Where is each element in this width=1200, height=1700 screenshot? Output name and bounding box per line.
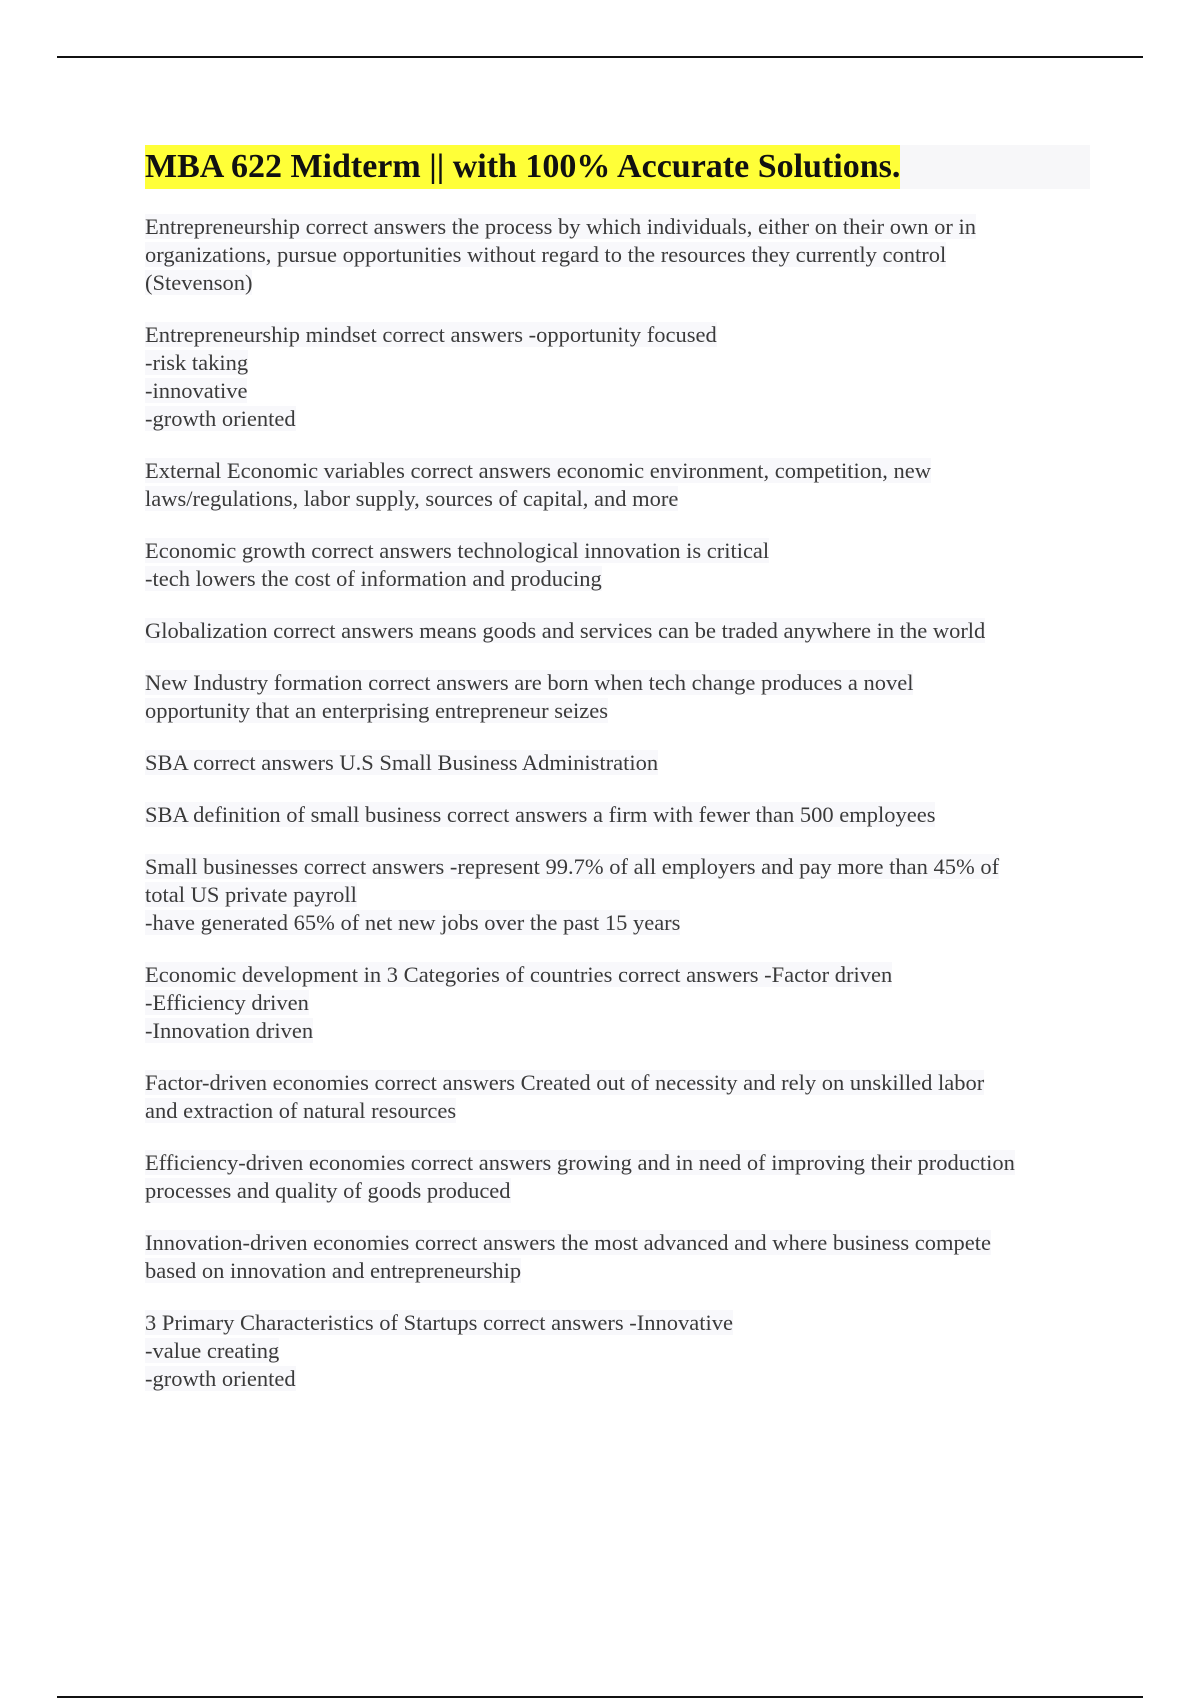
flashcard-entry <box>145 853 1090 937</box>
entry-line <box>145 241 1090 269</box>
flashcard-entry <box>145 537 1090 593</box>
flashcard-entry <box>145 749 1090 777</box>
entry-line <box>145 669 1090 697</box>
entry-line-text: SBA correct answers U.S Small Business Administration <box>145 750 659 775</box>
entry-line-text: -risk taking <box>145 350 249 375</box>
flashcard-entry <box>145 961 1090 1045</box>
entry-line <box>145 485 1090 513</box>
flashcard-list <box>145 213 1090 1393</box>
entry-line <box>145 269 1090 297</box>
entry-line-text: Economic growth correct answers technological innovation is critical <box>145 538 770 563</box>
entry-line-text: based on innovation and entrepreneurship <box>145 1258 522 1283</box>
entry-line-text: (Stevenson) <box>145 270 253 295</box>
title-block <box>145 145 1090 189</box>
flashcard-entry <box>145 457 1090 513</box>
entry-line-text: -growth oriented <box>145 406 296 431</box>
flashcard-entry <box>145 1309 1090 1393</box>
entry-line-text: Small businesses correct answers -represent 99.7% of all employers and pay more than 45% of <box>145 854 1000 879</box>
entry-line-text: Entrepreneurship correct answers the process by which individuals, either on their own or in <box>145 214 977 239</box>
entry-line <box>145 1177 1090 1205</box>
flashcard-entry <box>145 1149 1090 1205</box>
entry-line-text: -tech lowers the cost of information and producing <box>145 566 602 591</box>
entry-line <box>145 1097 1090 1125</box>
entry-line-text: Innovation-driven economies correct answers the most advanced and where business compete <box>145 1230 991 1255</box>
entry-line <box>145 321 1090 349</box>
entry-line-text: -value creating <box>145 1338 280 1363</box>
entry-line <box>145 377 1090 405</box>
flashcard-entry <box>145 617 1090 645</box>
entry-line <box>145 213 1090 241</box>
flashcard-entry <box>145 321 1090 433</box>
entry-line-text: 3 Primary Characteristics of Startups correct answers -Innovative <box>145 1310 733 1335</box>
entry-line <box>145 801 1090 829</box>
entry-line-text: -have generated 65% of net new jobs over the past 15 years <box>145 910 681 935</box>
entry-line-text: External Economic variables correct answers economic environment, competition, new <box>145 458 931 483</box>
entry-line <box>145 881 1090 909</box>
entry-line-text: New Industry formation correct answers are born when tech change produces a novel <box>145 670 914 695</box>
entry-line-text: -growth oriented <box>145 1366 296 1391</box>
entry-line <box>145 617 1090 645</box>
entry-line-text: processes and quality of goods produced <box>145 1178 511 1203</box>
entry-line <box>145 1017 1090 1045</box>
entry-line <box>145 537 1090 565</box>
entry-line <box>145 697 1090 725</box>
entry-line <box>145 749 1090 777</box>
document-body <box>145 145 1090 1417</box>
entry-line-text: total US private payroll <box>145 882 357 907</box>
flashcard-entry <box>145 1229 1090 1285</box>
entry-line-text: laws/regulations, labor supply, sources of capital, and more <box>145 486 679 511</box>
footer-rule <box>57 1696 1143 1698</box>
entry-line <box>145 853 1090 881</box>
flashcard-entry <box>145 801 1090 829</box>
entry-line <box>145 1229 1090 1257</box>
entry-line <box>145 565 1090 593</box>
entry-line-text: organizations, pursue opportunities without regard to the resources they currently control <box>145 242 947 267</box>
entry-line-text: Efficiency-driven economies correct answers growing and in need of improving their production <box>145 1150 1015 1175</box>
entry-line-text: SBA definition of small business correct answers a firm with fewer than 500 employees <box>145 802 936 827</box>
entry-line <box>145 909 1090 937</box>
entry-line <box>145 457 1090 485</box>
entry-line <box>145 1337 1090 1365</box>
entry-line <box>145 989 1090 1017</box>
entry-line <box>145 1309 1090 1337</box>
entry-line-text: Economic development in 3 Categories of countries correct answers -Factor driven <box>145 962 893 987</box>
document-title: MBA 622 Midterm || with 100% Accurate Solutions. <box>145 145 900 189</box>
entry-line <box>145 1149 1090 1177</box>
entry-line-text: opportunity that an enterprising entrepreneur seizes <box>145 698 608 723</box>
flashcard-entry <box>145 669 1090 725</box>
entry-line-text: -Innovation driven <box>145 1018 314 1043</box>
header-rule <box>57 56 1143 58</box>
entry-line <box>145 349 1090 377</box>
entry-line <box>145 1365 1090 1393</box>
flashcard-entry <box>145 1069 1090 1125</box>
entry-line-text: -Efficiency driven <box>145 990 309 1015</box>
entry-line-text: Factor-driven economies correct answers Created out of necessity and rely on unskilled labor <box>145 1070 985 1095</box>
entry-line <box>145 1257 1090 1285</box>
flashcard-entry <box>145 213 1090 297</box>
entry-line <box>145 961 1090 989</box>
entry-line-text: and extraction of natural resources <box>145 1098 457 1123</box>
entry-line <box>145 1069 1090 1097</box>
entry-line-text: Globalization correct answers means goods and services can be traded anywhere in the world <box>145 618 986 643</box>
entry-line-text: -innovative <box>145 378 248 403</box>
entry-line-text: Entrepreneurship mindset correct answers -opportunity focused <box>145 322 717 347</box>
entry-line <box>145 405 1090 433</box>
